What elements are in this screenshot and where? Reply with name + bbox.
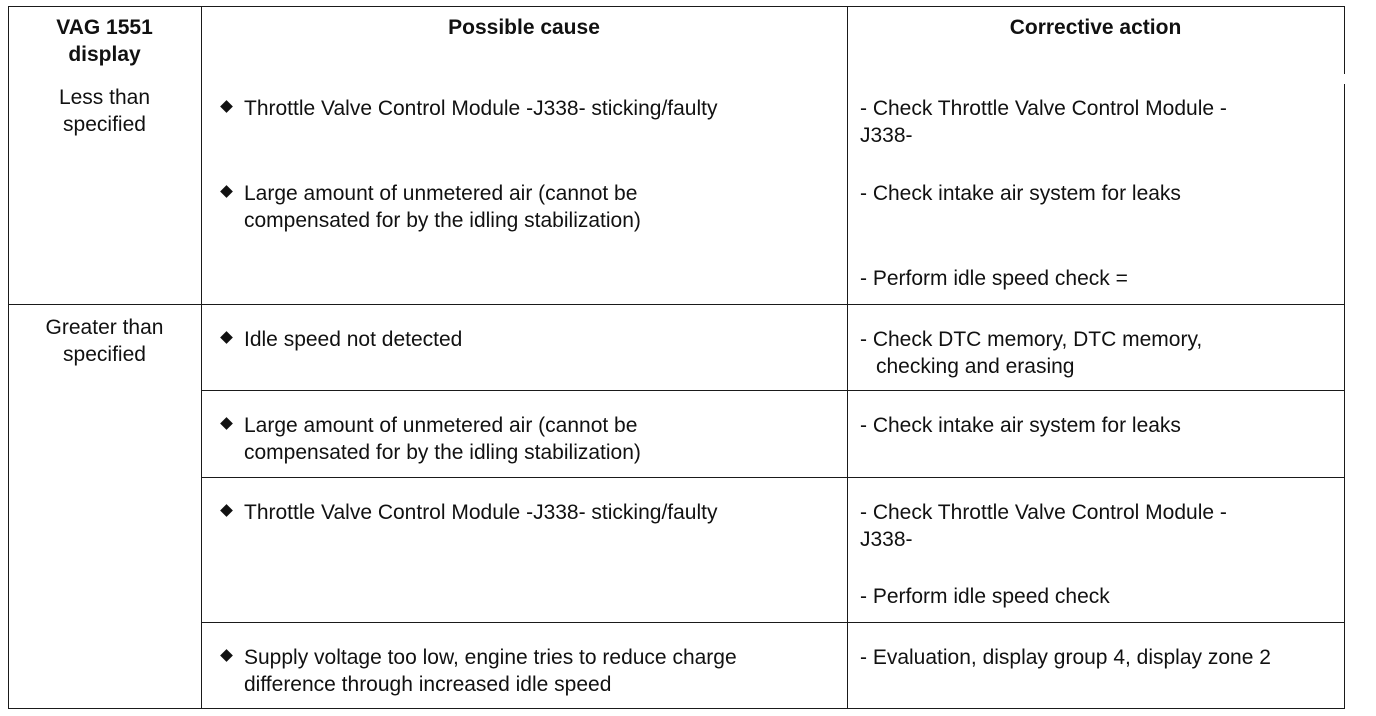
display-value bbox=[8, 314, 201, 368]
cause-text bbox=[244, 180, 641, 234]
cause-line: Throttle Valve Control Module -J338- sticking/faulty bbox=[244, 97, 718, 120]
table-border-bottom bbox=[8, 708, 1345, 709]
cause-line: difference through increased idle speed bbox=[244, 673, 612, 696]
action-text bbox=[860, 499, 1227, 553]
cause-text bbox=[244, 644, 737, 698]
header-display-line: VAG 1551 bbox=[56, 16, 153, 39]
cause-line: Large amount of unmetered air (cannot be bbox=[244, 182, 638, 205]
action-line: J338- bbox=[860, 528, 913, 551]
row-divider bbox=[201, 622, 1345, 623]
bullet-icon bbox=[220, 331, 233, 344]
cause-text bbox=[244, 95, 717, 122]
table-border-right bbox=[1344, 6, 1345, 74]
column-divider bbox=[847, 6, 848, 709]
display-value-line: Greater than bbox=[45, 316, 164, 339]
action-text bbox=[860, 644, 1271, 671]
action-text: - Perform idle speed check = bbox=[860, 267, 1128, 290]
cause-line: compensated for by the idling stabilization) bbox=[244, 209, 641, 232]
column-divider bbox=[201, 6, 202, 709]
cause-line: compensated for by the idling stabilization) bbox=[244, 441, 641, 464]
display-value-line: Less than bbox=[58, 86, 151, 109]
action-line: J338- bbox=[860, 124, 913, 147]
bullet-icon bbox=[220, 417, 233, 430]
action-line: checking and erasing bbox=[876, 355, 1075, 378]
row-divider bbox=[201, 477, 1345, 478]
action-line: - Check intake air system for leaks bbox=[860, 414, 1181, 437]
action-line: - Check DTC memory, DTC memory, bbox=[860, 328, 1203, 351]
action-line: - Check intake air system for leaks bbox=[860, 182, 1181, 205]
action-text: - Perform idle speed check bbox=[860, 585, 1110, 608]
table-border-right bbox=[1344, 84, 1345, 709]
action-text bbox=[860, 412, 1181, 439]
cause-line: Throttle Valve Control Module -J338- sticking/faulty bbox=[244, 501, 718, 524]
display-value-line: specified bbox=[63, 113, 146, 136]
display-value bbox=[8, 84, 201, 138]
action-line: - Check Throttle Valve Control Module - bbox=[860, 97, 1227, 120]
header-possible-cause: Possible cause bbox=[448, 16, 600, 39]
group-divider bbox=[8, 304, 1345, 305]
cause-text bbox=[244, 412, 641, 466]
table-border-top bbox=[8, 6, 1345, 7]
cause-text bbox=[244, 499, 717, 526]
cause-line: Supply voltage too low, engine tries to reduce charge bbox=[244, 646, 737, 669]
cause-line: Idle speed not detected bbox=[244, 328, 463, 351]
header-display-line: display bbox=[68, 43, 141, 66]
bullet-icon bbox=[220, 100, 233, 113]
header-corrective-action: Corrective action bbox=[1009, 16, 1182, 39]
action-text bbox=[860, 326, 1202, 380]
bullet-icon bbox=[220, 185, 233, 198]
display-value-line: specified bbox=[63, 343, 146, 366]
action-line: - Evaluation, display group 4, display zone 2 bbox=[860, 646, 1271, 669]
cause-text bbox=[244, 326, 462, 353]
row-divider bbox=[201, 390, 1345, 391]
action-text bbox=[860, 180, 1181, 207]
header-display bbox=[8, 14, 201, 68]
bullet-icon bbox=[220, 649, 233, 662]
bullet-icon bbox=[220, 504, 233, 517]
cause-line: Large amount of unmetered air (cannot be bbox=[244, 414, 638, 437]
action-text bbox=[860, 95, 1227, 149]
action-line: - Check Throttle Valve Control Module - bbox=[860, 501, 1227, 524]
